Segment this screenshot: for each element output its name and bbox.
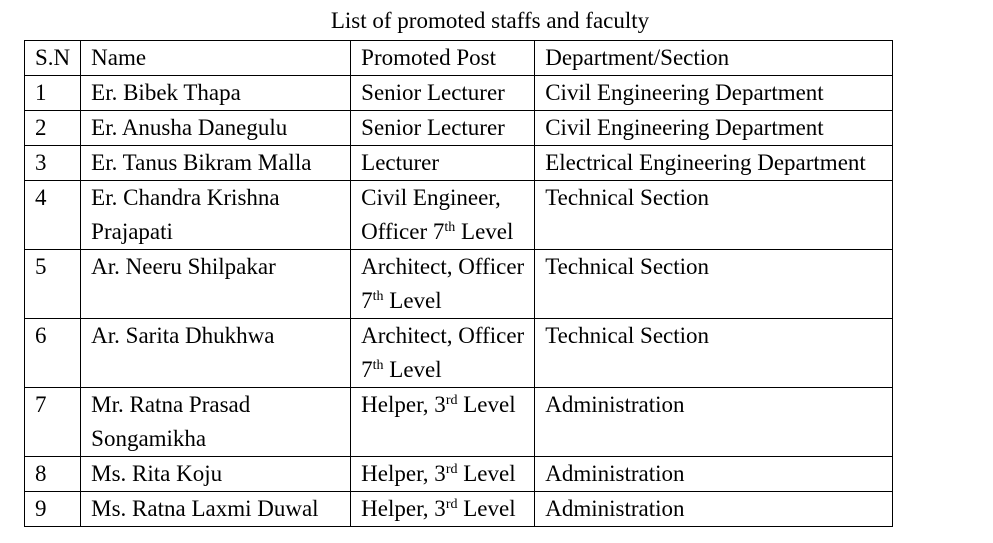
name-word: Krishna <box>206 185 280 210</box>
cell-dept: Electrical Engineering Department <box>535 146 893 181</box>
cell-name: Er. Anusha Danegulu <box>81 111 351 146</box>
cell-post <box>351 457 535 492</box>
name-word: Ratna <box>129 392 184 417</box>
cell-post <box>351 319 535 388</box>
table-header-row <box>25 41 893 76</box>
post-word: Officer <box>458 323 525 348</box>
cell-post <box>351 388 535 457</box>
ordinal-suffix: th <box>444 220 456 235</box>
cell-sn: 8 <box>25 457 81 492</box>
cell-name: Ms. Ratna Laxmi Duwal <box>81 492 351 527</box>
name-word: Mr. <box>91 392 124 417</box>
ordinal-suffix: th <box>372 358 384 373</box>
post-text: 7 <box>361 288 373 313</box>
promoted-staff-table <box>24 40 893 527</box>
name-line-1 <box>91 181 340 215</box>
cell-post <box>351 492 535 527</box>
cell-dept: Civil Engineering Department <box>535 111 893 146</box>
post-word: Officer <box>458 254 525 279</box>
cell-sn: 5 <box>25 250 81 319</box>
table-row <box>25 250 893 319</box>
ordinal-suffix: rd <box>445 393 458 408</box>
cell-name: Ar. Sarita Dhukhwa <box>81 319 351 388</box>
cell-post <box>351 181 535 250</box>
cell-dept: Technical Section <box>535 319 893 388</box>
name-line-2: Prajapati <box>91 219 173 244</box>
ordinal-suffix: rd <box>445 462 458 477</box>
cell-sn: 2 <box>25 111 81 146</box>
cell-sn: 3 <box>25 146 81 181</box>
header-promoted-post: Promoted Post <box>351 41 535 76</box>
post-word: Architect, <box>361 254 453 279</box>
table-row <box>25 111 893 146</box>
cell-dept: Administration <box>535 388 893 457</box>
cell-sn: 1 <box>25 76 81 111</box>
post-text: Level <box>383 357 442 382</box>
post-line-2 <box>361 353 524 387</box>
table-row <box>25 492 893 527</box>
post-word: Civil <box>361 185 408 210</box>
post-word: Architect, <box>361 323 453 348</box>
cell-name: Ar. Neeru Shilpakar <box>81 250 351 319</box>
cell-dept: Technical Section <box>535 250 893 319</box>
table-row <box>25 388 893 457</box>
post-line-1 <box>361 319 524 353</box>
ordinal-suffix: th <box>372 289 384 304</box>
post-text: Level <box>457 392 516 417</box>
page-title: List of promoted staffs and faculty <box>330 8 650 33</box>
post-text: Level <box>455 219 514 244</box>
post-text: Level <box>383 288 442 313</box>
header-department: Department/Section <box>535 41 893 76</box>
ordinal-suffix: rd <box>445 497 458 512</box>
name-word: Chandra <box>123 185 202 210</box>
cell-sn: 6 <box>25 319 81 388</box>
table-row <box>25 76 893 111</box>
post-text: Level <box>457 461 516 486</box>
cell-dept: Technical Section <box>535 181 893 250</box>
cell-sn: 9 <box>25 492 81 527</box>
cell-name: Ms. Rita Koju <box>81 457 351 492</box>
table-row <box>25 146 893 181</box>
name-line-2: Songamikha <box>91 426 207 451</box>
post-line-2 <box>361 215 524 249</box>
post-line-1 <box>361 250 524 284</box>
cell-name: Er. Bibek Thapa <box>81 76 351 111</box>
cell-post: Lecturer <box>351 146 535 181</box>
cell-dept: Civil Engineering Department <box>535 76 893 111</box>
post-text: 7 <box>361 357 373 382</box>
cell-post <box>351 250 535 319</box>
cell-dept: Administration <box>535 457 893 492</box>
post-line-2 <box>361 284 524 318</box>
cell-name: Er. Tanus Bikram Malla <box>81 146 351 181</box>
cell-name <box>81 181 351 250</box>
post-text: Helper, 3 <box>361 392 446 417</box>
table-row <box>25 457 893 492</box>
post-text: Officer 7 <box>361 219 445 244</box>
name-word: Prasad <box>188 392 251 417</box>
cell-post: Senior Lecturer <box>351 76 535 111</box>
cell-dept: Administration <box>535 492 893 527</box>
post-text: Helper, 3 <box>361 496 446 521</box>
cell-post: Senior Lecturer <box>351 111 535 146</box>
cell-name <box>81 388 351 457</box>
post-word: Engineer, <box>412 185 501 210</box>
table-row <box>25 319 893 388</box>
post-line-1 <box>361 181 524 215</box>
header-sn: S.N <box>25 41 81 76</box>
cell-sn: 7 <box>25 388 81 457</box>
post-text: Level <box>457 496 516 521</box>
table-row <box>25 181 893 250</box>
name-word: Er. <box>91 185 118 210</box>
name-line-1 <box>91 388 340 422</box>
header-name: Name <box>81 41 351 76</box>
cell-sn: 4 <box>25 181 81 250</box>
post-text: Helper, 3 <box>361 461 446 486</box>
